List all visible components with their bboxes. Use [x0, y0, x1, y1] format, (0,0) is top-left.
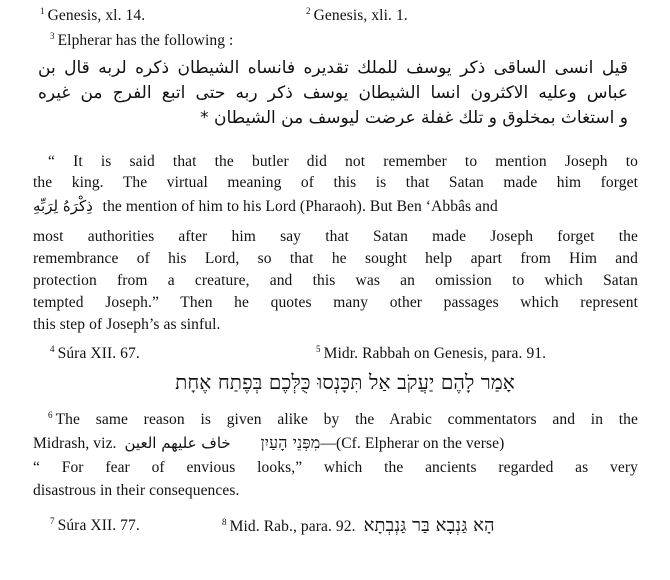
quote-line-4: most authorities after him say that Satan made Joseph forget the	[33, 228, 638, 245]
arabic-line-2: عباس وعليه الاكثرون انسا الشيطان يوسف ذكر ربه حتى اتبع الفرج من غيره	[38, 83, 628, 103]
arabic-line-3: و استغاث بمخلوق و تلك غفلة عرضت ليوسف من الشيطان *	[200, 108, 628, 128]
footnote-6-line-3: “ For fear of envious looks,” which the ancients regarded as very	[33, 459, 638, 476]
footnote-8: $^8$ Mid. Rab., para. 92. הָא גַּנְבָא בַּר גַּנְבְתָא	[222, 515, 495, 536]
footnote-7: $^7$ Súra XII. 77.	[50, 515, 140, 534]
arabic-inline-evil-eye: خاف عليهم العين	[124, 434, 231, 452]
footnote-2: $^2$ Genesis, xli. 1.	[306, 5, 408, 24]
quote-line-1: “ It is said that the butler did not remember to mention Joseph to	[48, 153, 638, 170]
hebrew-inline-evil-eye: מִפְּנֵי הָעַיִן	[260, 433, 321, 452]
footnote-6-line-1: $^6$ The same reason is given alike by the Arabic commentators and in the	[48, 409, 638, 428]
quote-line-2: the king. The virtual meaning of this is that Satan made him forget	[33, 174, 638, 191]
quote-line-3: ذِكْرَهُ لِرَبِّهِ the mention of him to his Lord (Pharaoh). But Ben ‘Abbâs and	[33, 197, 498, 215]
arabic-line-1: قيل انسى الساقى ذكر يوسف للملك تقديره فانساه الشيطان ذكره لربه قال بن	[38, 58, 628, 78]
quote-line-6: protection from a creature, and this was an omission to which Satan	[33, 272, 638, 289]
hebrew-inline-thief: הָא גַּנְבָא בַּר גַּנְבְתָא	[363, 515, 495, 536]
quote-line-5: remembrance of his Lord, so that he sought help apart from Him and	[33, 250, 638, 267]
footnote-5: $^5$ Midr. Rabbah on Genesis, para. 91.	[316, 343, 547, 362]
footnote-6-line-4: disastrous in their consequences.	[33, 482, 240, 499]
quote-line-7: tempted Joseph.” Then he quotes many other passages which represent	[33, 294, 638, 311]
quote-line-8: this step of Joseph’s as sinful.	[33, 316, 221, 333]
footnote-3-intro: $^3$ Elpherar has the following :	[50, 30, 234, 49]
hebrew-quote-line: אָמַר לָהֶם יַעֲקֹב אַל תִּכָּנְסוּ כֻּלְּכֶם בְּפֶתַח אֶחָת	[175, 370, 515, 394]
arabic-inline-phrase: ذِكْرَهُ لِرَبِّهِ	[33, 197, 93, 215]
footnote-4: $^4$ Súra XII. 67.	[50, 343, 140, 362]
footnote-1: $^1$ Genesis, xl. 14.	[40, 5, 146, 24]
footnote-6-line-2: Midrash, viz. خاف عليهم العين מִפְּנֵי הָעַיִן—(Cf. Elpherar on the verse)	[33, 433, 505, 452]
